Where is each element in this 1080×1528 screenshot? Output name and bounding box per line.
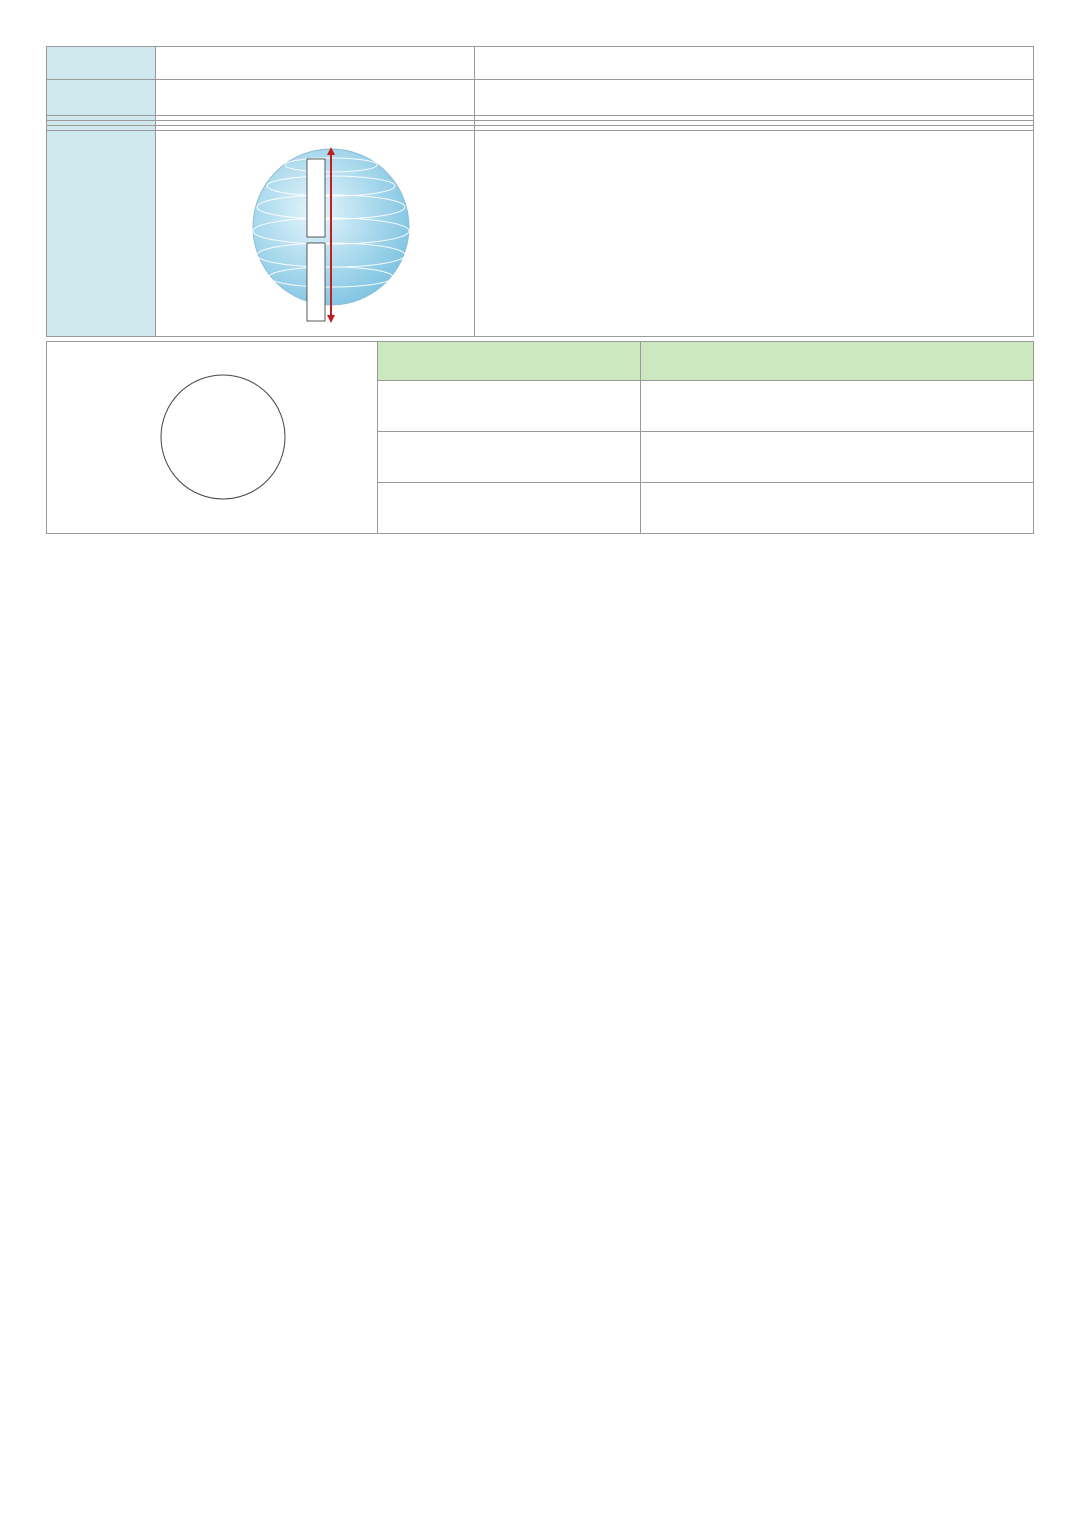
zone-name [378, 381, 641, 432]
row-figure [47, 131, 1034, 337]
header-item [47, 47, 156, 80]
south-label-box [307, 243, 325, 321]
row-label [47, 80, 156, 116]
zones-globe-svg [47, 345, 377, 525]
row-letters [47, 80, 1034, 116]
header-meaning [378, 342, 641, 381]
zone-name [378, 483, 641, 534]
row-label [47, 131, 156, 337]
header-latitude [156, 47, 475, 80]
zones-figure [47, 342, 378, 534]
page-content [46, 44, 1036, 534]
north-label-box [307, 159, 325, 237]
latitude-figure [156, 131, 475, 337]
header-longitude [475, 47, 1034, 80]
latitude-zones-table [46, 341, 1034, 534]
longitude-globes-svg [486, 131, 1022, 327]
header-degree [641, 342, 1034, 381]
zone-name [378, 432, 641, 483]
lat-lon-table [46, 46, 1034, 337]
cell-lon-letters [475, 80, 1034, 116]
arrow-down-icon [327, 315, 335, 323]
cell-lat-letters [156, 80, 475, 116]
longitude-figure [475, 131, 1034, 337]
latitude-globe-svg [165, 131, 465, 327]
